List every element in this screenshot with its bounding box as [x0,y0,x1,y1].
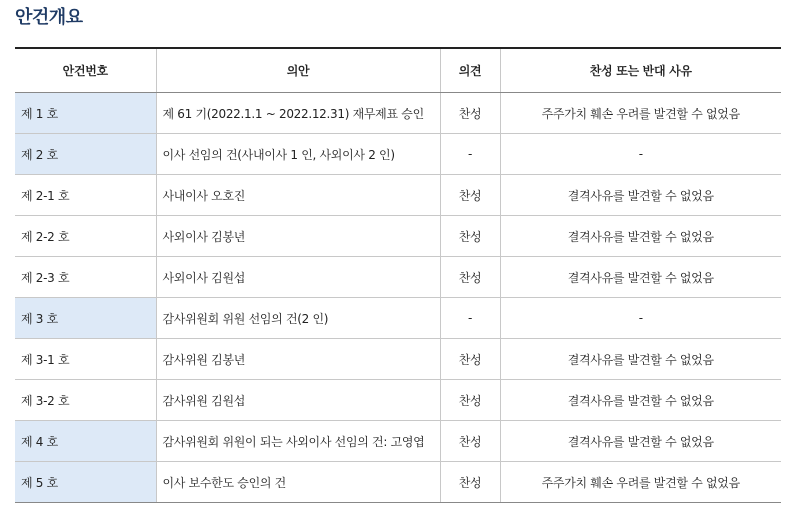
agenda-opinion: 찬성 [440,257,500,298]
agenda-title: 이사 보수한도 승인의 건 [156,462,440,503]
table-row [15,462,781,503]
table-row [15,134,781,175]
agenda-number: 제 3-2 호 [15,380,156,421]
agenda-title: 감사위원회 위원이 되는 사외이사 선임의 건: 고영엽 [156,421,440,462]
agenda-number: 제 2-2 호 [15,216,156,257]
agenda-opinion: 찬성 [440,421,500,462]
table-row [15,93,781,134]
agenda-reason: 결격사유를 발견할 수 없었음 [500,339,781,380]
agenda-title: 이사 선임의 건(사내이사 1 인, 사외이사 2 인) [156,134,440,175]
agenda-opinion: 찬성 [440,380,500,421]
table-row [15,339,781,380]
agenda-reason: 주주가치 훼손 우려를 발견할 수 없었음 [500,462,781,503]
agenda-opinion: 찬성 [440,462,500,503]
agenda-opinion: 찬성 [440,93,500,134]
agenda-reason: 결격사유를 발견할 수 없었음 [500,380,781,421]
agenda-opinion: - [440,298,500,339]
agenda-title: 감사위원 김원섭 [156,380,440,421]
table-row [15,175,781,216]
agenda-opinion: 찬성 [440,216,500,257]
header-reason: 찬성 또는 반대 사유 [500,48,781,93]
agenda-number: 제 2 호 [15,134,156,175]
agenda-opinion: 찬성 [440,175,500,216]
table-header-row [15,48,781,93]
agenda-number: 제 1 호 [15,93,156,134]
table-row [15,257,781,298]
agenda-number: 제 2-3 호 [15,257,156,298]
agenda-reason: - [500,298,781,339]
agenda-opinion: - [440,134,500,175]
table-row [15,298,781,339]
agenda-reason: 결격사유를 발견할 수 없었음 [500,421,781,462]
agenda-title: 사내이사 오호진 [156,175,440,216]
agenda-title: 사외이사 김봉년 [156,216,440,257]
agenda-reason: 결격사유를 발견할 수 없었음 [500,175,781,216]
agenda-title: 감사위원회 위원 선임의 건(2 인) [156,298,440,339]
agenda-number: 제 4 호 [15,421,156,462]
agenda-reason: 주주가치 훼손 우려를 발견할 수 없었음 [500,93,781,134]
agenda-title: 사외이사 김원섭 [156,257,440,298]
agenda-reason: 결격사유를 발견할 수 없었음 [500,257,781,298]
agenda-number: 제 5 호 [15,462,156,503]
table-row [15,216,781,257]
agenda-reason: - [500,134,781,175]
header-number: 안건번호 [15,48,156,93]
agenda-opinion: 찬성 [440,339,500,380]
agenda-reason: 결격사유를 발견할 수 없었음 [500,216,781,257]
agenda-number: 제 3-1 호 [15,339,156,380]
agenda-number: 제 3 호 [15,298,156,339]
table-row [15,380,781,421]
page-title: 안건개요 [15,7,83,28]
agenda-title: 제 61 기(2022.1.1 ~ 2022.12.31) 재무제표 승인 [156,93,440,134]
agenda-table [15,47,781,503]
header-opinion: 의견 [440,48,500,93]
table-row [15,421,781,462]
agenda-title: 감사위원 김봉년 [156,339,440,380]
header-agenda: 의안 [156,48,440,93]
agenda-number: 제 2-1 호 [15,175,156,216]
